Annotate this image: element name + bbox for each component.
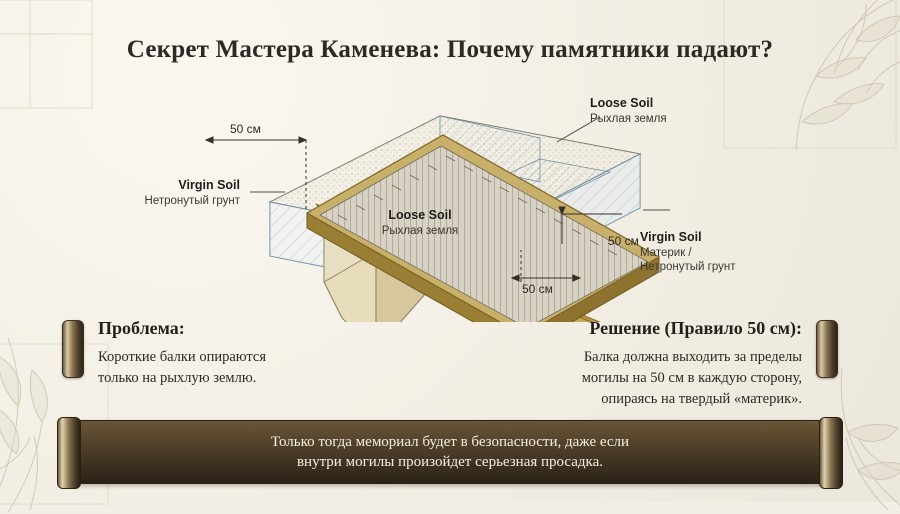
isometric-grave-diagram [110, 82, 800, 322]
solution-line-2: могилы на 50 см в каждую сторону, [581, 370, 802, 387]
problem-heading: Проблема: [98, 318, 185, 338]
problem-column [70, 318, 400, 389]
comparison-columns [0, 318, 900, 428]
problem-line-2: только на рыхлую землю. [98, 370, 257, 387]
banner-line-2: внутри могилы произойдет серьезная просадка. [296, 454, 604, 470]
problem-text [70, 347, 400, 389]
label-loose-soil-middle: Loose Soil Рыхлая земля [381, 208, 459, 237]
solution-column [500, 318, 830, 410]
label-virgin-soil-right: Virgin Soil Материк / Нетронутый грунт [640, 230, 736, 273]
page-title: Секрет Мастера Каменева: Почему памятники падают? [126, 36, 774, 63]
conclusion-banner [66, 420, 834, 484]
dimension-right-upper-50cm: 50 см [608, 234, 639, 248]
banner-line-1: Только тогда мемориал будет в безопасности, даже если [270, 433, 630, 450]
dimension-right-lower-50cm: 50 см [522, 282, 553, 296]
problem-line-1: Короткие балки опираются [98, 349, 267, 365]
banner-cap-left [57, 417, 81, 489]
banner-text [231, 432, 669, 473]
label-loose-soil-top: Loose Soil Рыхлая земля [590, 96, 667, 125]
banner-cap-right [819, 417, 843, 489]
solution-line-1: Балка должна выходить за пределы [583, 349, 802, 365]
dimension-left-50cm: 50 см [230, 122, 261, 136]
solution-heading: Решение (Правило 50 см): [589, 318, 802, 338]
label-virgin-soil-left: Virgin Soil Нетронутый грунт [144, 178, 240, 207]
solution-text [500, 347, 830, 410]
solution-line-3: опираясь на твердый «материк». [601, 391, 802, 408]
